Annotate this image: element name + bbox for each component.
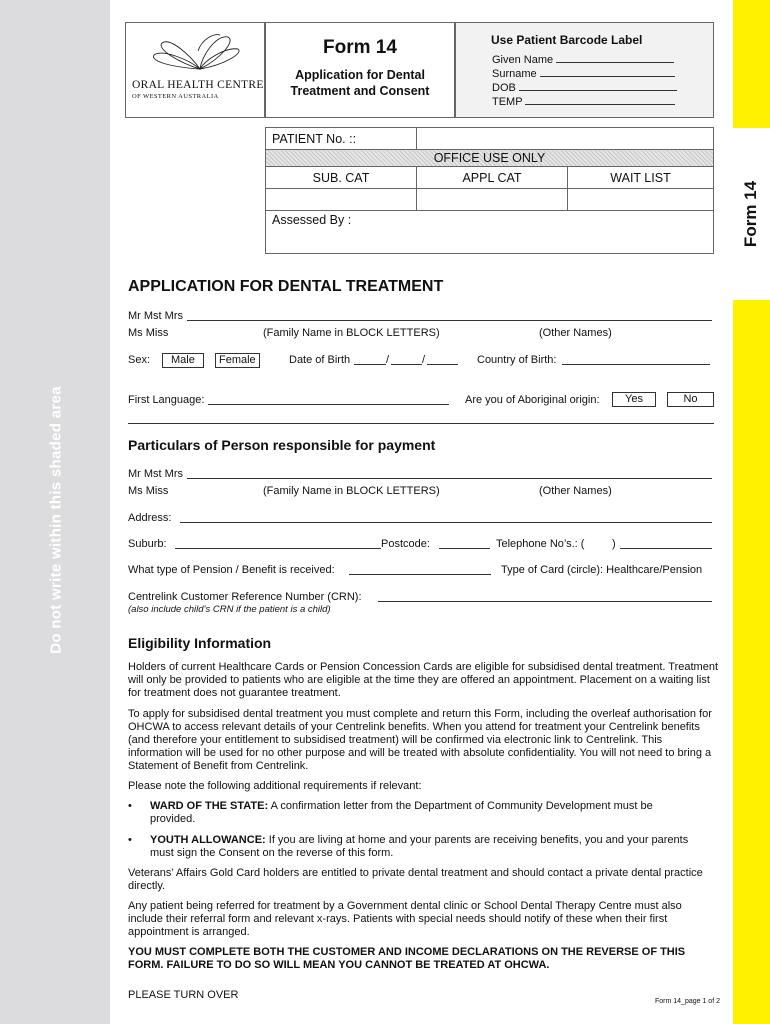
dob-label: Date of Birth <box>289 354 351 366</box>
postcode-label: Postcode: <box>381 538 430 550</box>
address-label: Address: <box>128 512 172 524</box>
wait-list-field[interactable] <box>568 189 714 211</box>
yellow-tab-top <box>733 0 770 128</box>
assessed-by-field[interactable] <box>266 211 714 254</box>
turn-over-note: PLEASE TURN OVER <box>128 989 239 1001</box>
temp-field[interactable]: TEMP <box>492 95 675 108</box>
aboriginal-yes-option[interactable]: Yes <box>612 392 656 407</box>
payer-heading: Particulars of Person responsible for payment <box>128 437 436 453</box>
org-subtitle: OF WESTERN AUSTRALIA <box>132 93 219 100</box>
eligibility-para-4: Veterans’ Affairs Gold Card holders are entitled to private dental treatment and should contact a private dental practice directly. <box>128 867 703 892</box>
eligibility-para-2: To apply for subsidised dental treatment you must complete and return this Form, including the overleaf authorisation for OHCWA to access relevant details of your Centrelink benefits. When you attend for treatment your Centrelink benefits (and therefore your entitlement to subsidised treatment) will be confirmed via electronic link to Centrelink. This information will be used for no other purpose and will be treated with absolute confidentiality. You will not need to bring a Statement of Benefit from Centrelink. <box>128 708 712 772</box>
crn-note: (also include child’s CRN if the patient is a child) <box>128 604 331 615</box>
payer-family-name-label: (Family Name in BLOCK LETTERS) <box>263 485 440 497</box>
male-option[interactable]: Male <box>162 353 204 368</box>
patient-no-field[interactable] <box>417 128 714 150</box>
form-title-line2: Treatment and Consent <box>290 84 430 98</box>
dob-month-field[interactable] <box>391 354 422 365</box>
org-name: ORAL HEALTH CENTRE <box>132 79 264 91</box>
postcode-field[interactable] <box>439 538 490 549</box>
applicant-name-line[interactable] <box>187 310 712 321</box>
yellow-tab-bottom <box>733 300 770 1024</box>
sex-label: Sex: <box>128 354 151 366</box>
eligibility-warning: YOU MUST COMPLETE BOTH THE CUSTOMER AND INCOME DECLARATIONS ON THE REVERSE OF THIS FORM. FAILURE TO DO SO WILL MEAN YOU CANNOT BE TREATED AT OHCWA. <box>128 946 686 971</box>
logo-box <box>125 22 265 118</box>
bullet-youth: • <box>128 834 132 846</box>
applicant-title-options-2: Ms Miss <box>128 327 169 339</box>
assessed-by-label: Assessed By : <box>272 213 352 227</box>
application-heading: APPLICATION FOR DENTAL TREATMENT <box>128 278 444 295</box>
aboriginal-label: Are you of Aboriginal origin: <box>465 394 600 406</box>
suburb-label: Suburb: <box>128 538 167 550</box>
applicant-title-options: Mr Mst Mrs <box>128 310 183 322</box>
appl-cat-header: APPL CAT <box>417 167 568 189</box>
form-title-box <box>265 22 455 118</box>
telephone-field[interactable] <box>620 538 712 549</box>
form-title <box>266 67 454 99</box>
butterfly-logo-icon <box>140 29 260 77</box>
address-field[interactable] <box>180 512 712 523</box>
pension-field[interactable] <box>349 564 491 575</box>
sub-cat-header: SUB. CAT <box>266 167 417 189</box>
eligibility-heading: Eligibility Information <box>128 635 272 651</box>
payer-title-options-2: Ms Miss <box>128 485 169 497</box>
form-title-line1: Application for Dental <box>295 68 425 82</box>
dob-year-field[interactable] <box>427 354 458 365</box>
pension-label: What type of Pension / Benefit is received: <box>128 564 335 576</box>
eligibility-para-3: Please note the following additional requirements if relevant: <box>128 780 422 792</box>
aboriginal-no-option[interactable]: No <box>667 392 714 407</box>
telephone-close-paren: ) <box>612 538 616 550</box>
female-option[interactable]: Female <box>215 353 260 368</box>
applicant-other-names-label: (Other Names) <box>539 327 612 339</box>
telephone-label: Telephone No’s.: ( <box>496 538 585 550</box>
form-number: Form 14 <box>323 37 397 58</box>
ward-of-state-item: WARD OF THE STATE: A confirmation letter from the Department of Community Development must be provided. <box>150 800 653 825</box>
crn-field[interactable] <box>378 591 712 602</box>
payer-name-line[interactable] <box>187 468 712 479</box>
dob-day-field[interactable] <box>354 354 386 365</box>
form-tab-label: Form 14 <box>741 180 760 248</box>
barcode-title: Use Patient Barcode Label <box>491 33 643 47</box>
no-write-note: Do not write within this shaded area <box>47 386 65 654</box>
first-language-field[interactable] <box>208 394 449 405</box>
youth-allowance-item: YOUTH ALLOWANCE: If you are living at home and your parents are receiving benefits, you and your parents must sign the Consent on the reverse of this form. <box>150 834 689 859</box>
country-of-birth-label: Country of Birth: <box>477 354 557 366</box>
surname-field[interactable]: Surname <box>492 67 675 80</box>
dob-separator-2: / <box>422 354 426 366</box>
eligibility-para-1: Holders of current Healthcare Cards or Pension Concession Cards are eligible for subsidised dental treatment. Treatment will only be provided to patients who are eligible at the time they are offered an appointment. Placement on a waiting list for treatment does not guarantee treatment. <box>128 661 719 699</box>
crn-label: Centrelink Customer Reference Number (CRN): <box>128 591 362 603</box>
card-type-label[interactable]: Type of Card (circle): Healthcare/Pension <box>501 564 703 576</box>
payer-other-names-label: (Other Names) <box>539 485 612 497</box>
payer-title-options: Mr Mst Mrs <box>128 468 183 480</box>
patient-no-label: PATIENT No. :: <box>266 128 417 150</box>
office-use-table <box>265 127 714 254</box>
page-reference: Form 14_page 1 of 2 <box>655 998 720 1005</box>
sub-cat-field[interactable] <box>266 189 417 211</box>
given-name-field[interactable]: Given Name <box>492 53 674 66</box>
section-divider <box>128 423 714 424</box>
barcode-box[interactable] <box>455 22 714 118</box>
dob-separator-1: / <box>386 354 390 366</box>
country-of-birth-field[interactable] <box>562 354 710 365</box>
bullet-ward: • <box>128 800 132 812</box>
suburb-field[interactable] <box>175 538 381 549</box>
appl-cat-field[interactable] <box>417 189 568 211</box>
first-language-label: First Language: <box>128 394 205 406</box>
eligibility-para-5: Any patient being referred for treatment by a Government dental clinic or School Dental Therapy Centre must also include their referral form and relevant x-rays. Patients with special needs should notify of these when their first appointment is arranged. <box>128 900 682 938</box>
wait-list-header: WAIT LIST <box>568 167 714 189</box>
dob-field[interactable]: DOB <box>492 81 677 94</box>
applicant-family-name-label: (Family Name in BLOCK LETTERS) <box>263 327 440 339</box>
office-use-header: OFFICE USE ONLY <box>266 150 714 167</box>
